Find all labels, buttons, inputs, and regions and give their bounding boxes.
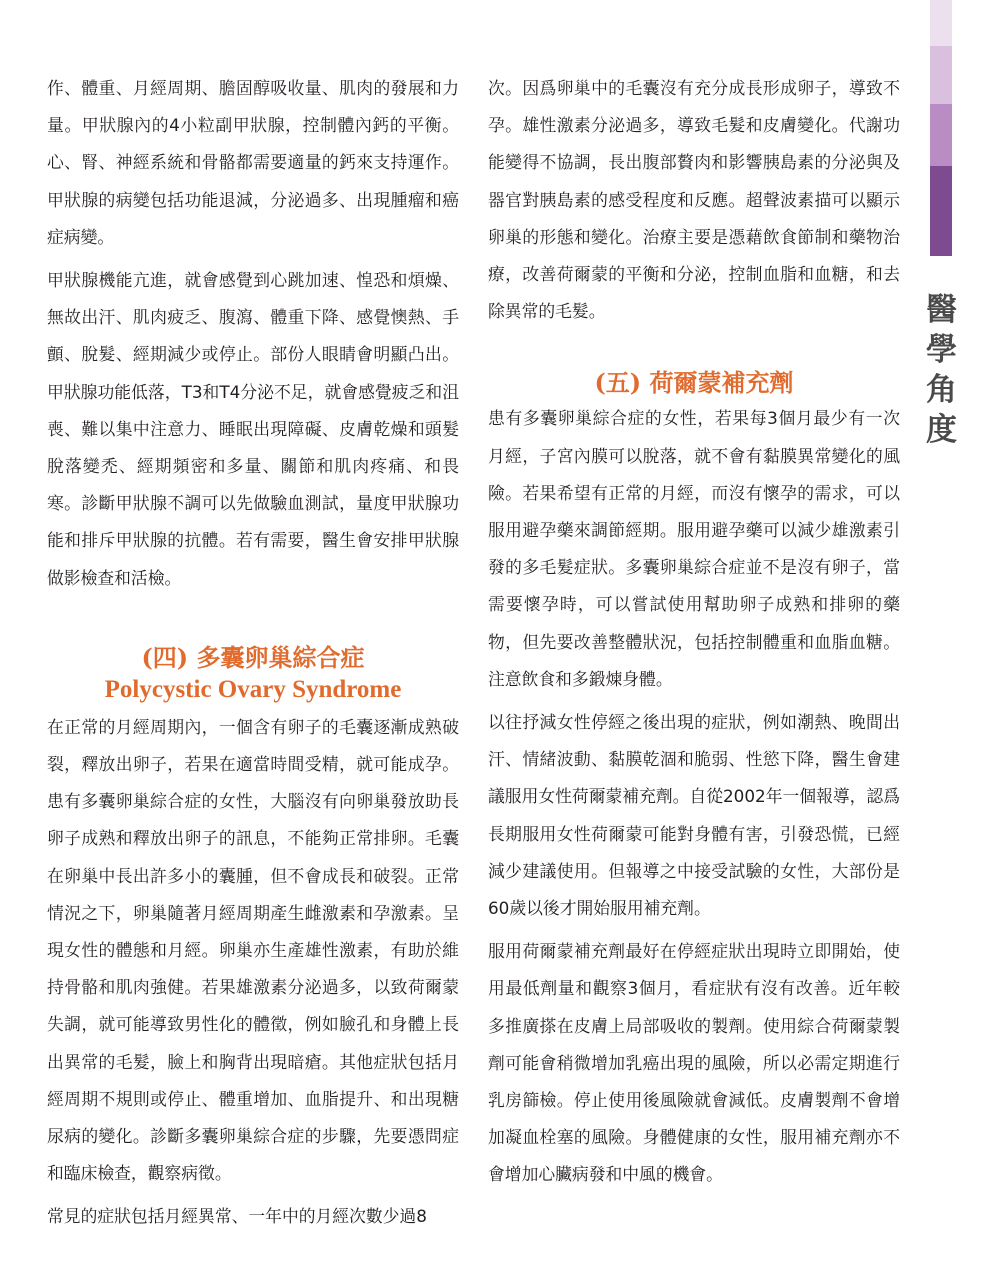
body-paragraph: 常見的症狀包括月經異常、一年中的月經次數少過8 bbox=[47, 1206, 427, 1227]
tab-segment-light-mid bbox=[930, 46, 952, 104]
tab-segment-light bbox=[930, 0, 952, 46]
section5-heading-block bbox=[488, 366, 900, 400]
body-paragraph: 次。因爲卵巢中的毛囊沒有充分成長形成卵子，導致不孕。雄性激素分泌過多，導致毛髮和皮膚變化。代謝功能變得不協調，長出腹部贅肉和影響胰島素的分泌與及器官對胰島素的感受程度和反應。超聲波素描可以顯示卵巢的形態和變化。治療主要是憑藉飲食節制和藥物治療，改善荷爾蒙的平衡和分泌，控制血脂和血糖，和去除異常的毛髮。 bbox=[488, 78, 900, 322]
body-paragraph: 甲狀腺機能亢進，就會感覺到心跳加速、惶恐和煩燥、無故出汗、肌肉疲乏、腹瀉、體重下降、感覺懊熱、手顫、脫髮、經期減少或停止。部份人眼睛會明顯凸出。甲狀腺功能低落，T3和T4分泌不足，就會感覺疲乏和沮喪、難以集中注意力、睡眠出現障礙、皮膚乾燥和頭髮脫落變禿、經期頻密和多量、關節和肌肉疼痛、和畏寒。診斷甲狀腺不調可以先做驗血測試，量度甲狀腺功能和排斥甲狀腺的抗體。若有需要，醫生會安排甲狀腺做影檢查和活檢。 bbox=[47, 270, 459, 588]
page-number: 19 bbox=[933, 262, 949, 275]
body-paragraph: 在正常的月經周期內，一個含有卵子的毛囊逐漸成熟破裂，釋放出卵子，若果在適當時間受精，就可能成孕。患有多囊卵巢綜合症的女性，大腦沒有向卵巢發放助長卵子成熟和釋放出卵子的訊息，不能夠正常排卵。毛囊在卵巢中長出許多小的囊腫，但不會成長和破裂。正常情況之下，卵巢隨著月經周期產生雌激素和孕激素。呈現女性的體態和月經。卵巢亦生產雄性激素，有助於維持骨骼和肌肉強健。若果雄激素分泌過多，以致荷爾蒙失調，就可能導致男性化的體徵，例如臉孔和身體上長出異常的毛髮，臉上和胸背出現暗瘡。其他症狀包括月經周期不規則或停止、體重增加、血脂提升、和出現糖尿病的變化。診斷多囊卵巢綜合症的步驟，先要憑問症和臨床檢查，觀察病徵。 bbox=[47, 716, 459, 1184]
section4-heading: (四) 多囊卵巢綜合症 bbox=[141, 642, 365, 672]
section4-heading-block bbox=[47, 641, 459, 705]
body-paragraph: 服用荷爾蒙補充劑最好在停經症狀出現時立即開始，使用最低劑量和觀察3個月，看症狀有沒有改善。近年較多推廣搽在皮膚上局部吸收的製劑。使用綜合荷爾蒙製劑可能會稍微增加乳癌出現的風險，所以必需定期進行乳房篩檢。停止使用後風險就會減低。皮膚製劑不會增加凝血栓塞的風險。身體健康的女性，服用補充劑亦不會增加心臟病發和中風的機會。 bbox=[488, 941, 900, 1185]
tab-segment-mid bbox=[930, 104, 952, 166]
left-column bbox=[47, 70, 459, 1242]
body-paragraph: 患有多囊卵巢綜合症的女性，若果每3個月最少有一次月經，子宮內膜可以脫落，就不會有黏膜異常變化的風險。若果希望有正常的月經，而沒有懷孕的需求，可以服用避孕藥來調節經期。服用避孕藥可以減少雄激素引發的多毛髮症狀。多囊卵巢綜合症並不是沒有卵子，當需要懷孕時，可以嘗試使用幫助卵子成熟和排卵的藥物，但先要改善整體狀況，包括控制體重和血脂血糖。注意飲食和多鍛煉身體。 bbox=[488, 408, 900, 689]
right-column bbox=[488, 70, 900, 1200]
tab-segment-dark bbox=[930, 166, 952, 256]
section4-heading-english: Polycystic Ovary Syndrome bbox=[104, 675, 402, 703]
body-paragraph: 作、體重、月經周期、膽固醇吸收量、肌肉的發展和力量。甲狀腺內的4小粒副甲狀腺，控制體內鈣的平衡。心、腎、神經系統和骨骼都需要適量的鈣來支持運作。甲狀腺的病變包括功能退減，分泌過多、出現腫瘤和癌症病變。 bbox=[47, 78, 459, 247]
body-paragraph: 以往抒減女性停經之後出現的症狀，例如潮熱、晚間出汗、情緒波動、黏膜乾涸和脆弱、性慾下降，醫生會建議服用女性荷爾蒙補充劑。自從2002年一個報導，認爲長期服用女性荷爾蒙可能對身體有害，引發恐慌，已經減少建議使用。但報導之中接受試驗的女性，大部份是60歲以後才開始服用補充劑。 bbox=[488, 712, 900, 919]
section-color-tab bbox=[930, 0, 952, 1275]
section5-heading: (五) 荷爾蒙補充劑 bbox=[594, 368, 794, 398]
section-title-vertical: 醫學角度 bbox=[926, 292, 957, 448]
